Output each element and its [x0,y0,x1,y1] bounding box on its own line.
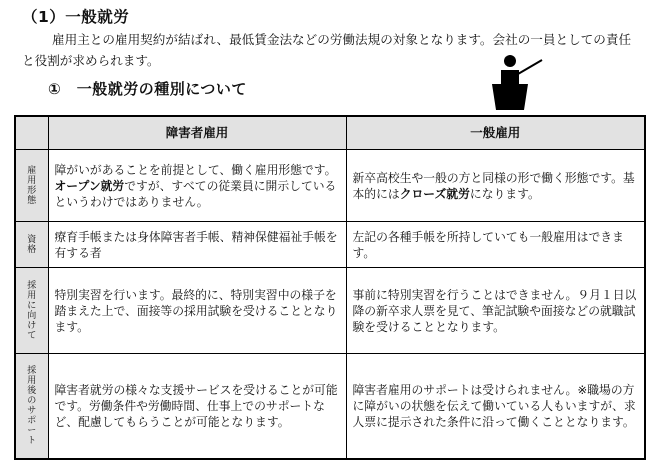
cell-general-toward-hiring: 事前に特別実習を行うことはできません。９月１日以降の新卒求人票を見て、筆記試験や面接などの就職試験を受けることとなります。 [346,268,645,354]
header-general-employment: 一般雇用 [346,116,645,150]
row-label-post-hiring-support: 採用後のサポート [15,354,48,459]
header-disability-employment: 障害者雇用 [48,116,346,150]
cell-general-qualification: 左記の各種手帳を所持していても一般雇用はできます。 [346,222,645,268]
table-corner [15,116,48,150]
cell-disability-employment-form: 障がいがあることを前提として、働く雇用形態です。オープン就労ですが、すべての従業員に開示しているというわけではありません。 [48,150,346,222]
cell-general-post-hiring-support: 障害者雇用のサポートは受けられません。※職場の方に障がいの状態を伝えて働いている人もいますが、求人票に提示された条件に沿って働くこととなります。 [346,354,645,459]
employment-type-table [14,115,646,460]
cell-disability-qualification: 療育手帳または身体障害者手帳、精神保健福祉手帳を有する者 [48,222,346,268]
cell-general-employment-form: 新卒高校生や一般の方と同様の形で働く形態です。基本的にはクローズ就労になります。 [346,150,645,222]
section-heading: （1）一般就労 [22,8,130,26]
row-label-employment-form: 雇用形態 [15,150,48,222]
row-label-toward-hiring: 採用に向けて [15,268,48,354]
intro-paragraph: 雇用主との雇用契約が結ばれ、最低賃金法などの労働法規の対象となります。会社の一員としての責任と役割が求められます。 [22,32,632,68]
lecturer-icon [488,52,548,112]
row-label-qualification: 資格 [15,222,48,268]
cell-disability-post-hiring-support: 障害者就労の様々な支援サービスを受けることが可能です。労働条件や労働時間、仕事上でのサポートなど、配慮してもらうことが可能となります。 [48,354,346,459]
cell-disability-toward-hiring: 特別実習を行います。最終的に、特別実習中の様子を踏まえた上で、面接等の採用試験を受けることとなります。 [48,268,346,354]
subsection-heading: ① 一般就労の種別について [48,80,247,98]
